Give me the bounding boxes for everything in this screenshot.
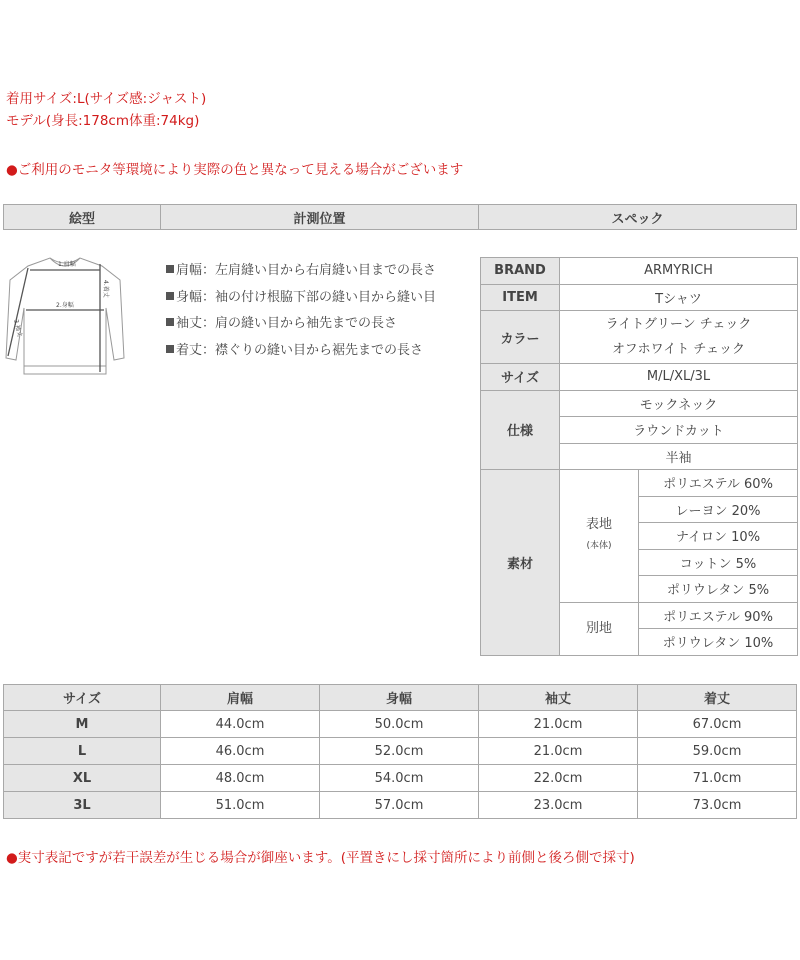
spec-color-label: カラー	[481, 311, 560, 364]
note-sleeve: 袖丈：肩の縫い目から袖先までの長さ	[166, 311, 436, 338]
spec-item-label: ITEM	[481, 284, 560, 311]
measurement-notice: ●実寸表記ですが若干誤差が生じる場合が御座います。(平置きにし採寸箇所により前側と後ろ側で採寸)	[6, 850, 635, 866]
spec-brand-label: BRAND	[481, 258, 560, 285]
spec-material-value: コットン 5%	[639, 549, 798, 576]
size-col-header: サイズ	[4, 685, 161, 711]
spec-shiyou-label: 仕様	[481, 390, 560, 470]
color-option: ライトグリーン チェック	[605, 317, 752, 332]
spec-shiyou-value: 半袖	[560, 443, 798, 470]
size-cell: 67.0cm	[638, 711, 797, 738]
header-illustration: 絵型	[4, 205, 161, 230]
garment-diagram	[2, 250, 128, 382]
size-cell: 44.0cm	[161, 711, 320, 738]
note-body: 身幅：袖の付け根脇下部の縫い目から縫い目	[166, 285, 436, 312]
size-cell: 73.0cm	[638, 792, 797, 819]
size-cell: 3L	[4, 792, 161, 819]
size-cell: 48.0cm	[161, 765, 320, 792]
label-sleeve: 3.袖丈	[12, 318, 24, 338]
size-cell: 46.0cm	[161, 738, 320, 765]
size-table	[3, 684, 797, 819]
spec-row-size	[481, 364, 798, 391]
sleeve-measure-line	[8, 268, 28, 356]
label-shoulder: 1.肩幅	[58, 261, 76, 268]
spec-row-item	[481, 284, 798, 311]
size-cell: 21.0cm	[479, 738, 638, 765]
size-cell: 57.0cm	[320, 792, 479, 819]
size-col-header: 着丈	[638, 685, 797, 711]
size-cell: L	[4, 738, 161, 765]
size-cell: 23.0cm	[479, 792, 638, 819]
spec-omote-label: 表地 (本体)	[560, 470, 639, 603]
table-row	[4, 792, 797, 819]
bullet-square-icon	[166, 318, 174, 326]
table-row	[4, 765, 797, 792]
section-header	[3, 204, 797, 230]
size-cell: 21.0cm	[479, 711, 638, 738]
model-body-stats: モデル(身長:178cm体重:74kg)	[6, 113, 200, 129]
label-length: 4.着丈	[102, 280, 109, 298]
model-info	[6, 88, 206, 132]
spec-table	[480, 257, 798, 656]
size-cell: 51.0cm	[161, 792, 320, 819]
note-length: 着丈：襟ぐりの縫い目から裾先までの長さ	[166, 338, 436, 365]
spec-material-value: ポリウレタン 10%	[639, 629, 798, 656]
size-col-header: 肩幅	[161, 685, 320, 711]
spec-material-value: ナイロン 10%	[639, 523, 798, 550]
spec-row-material	[481, 470, 798, 497]
note-shoulder: 肩幅：左肩縫い目から右肩縫い目までの長さ	[166, 258, 436, 285]
table-row	[4, 711, 797, 738]
size-cell: XL	[4, 765, 161, 792]
garment-outline	[6, 258, 124, 374]
size-cell: 71.0cm	[638, 765, 797, 792]
label-body: 2.身幅	[56, 302, 74, 309]
spec-item-value: Tシャツ	[560, 284, 798, 311]
color-notice: ●ご利用のモニタ等環境により実際の色と異なって見える場合がございます	[6, 162, 464, 178]
spec-row-brand	[481, 258, 798, 285]
bullet-square-icon	[166, 292, 174, 300]
size-cell: M	[4, 711, 161, 738]
bullet-square-icon	[166, 265, 174, 273]
spec-color-value	[560, 311, 798, 364]
color-option: オフホワイト チェック	[612, 342, 745, 357]
model-size-worn: 着用サイズ:L(サイズ感:ジャスト)	[6, 91, 207, 107]
size-cell: 54.0cm	[320, 765, 479, 792]
size-cell: 50.0cm	[320, 711, 479, 738]
table-row	[4, 738, 797, 765]
size-cell: 22.0cm	[479, 765, 638, 792]
spec-size-label: サイズ	[481, 364, 560, 391]
spec-row-color	[481, 311, 798, 364]
header-spec: スペック	[479, 205, 797, 230]
size-cell: 59.0cm	[638, 738, 797, 765]
measurement-notes	[166, 258, 436, 364]
spec-material-value: ポリエステル 60%	[639, 470, 798, 497]
spec-material-value: ポリウレタン 5%	[639, 576, 798, 603]
spec-material-label: 素材	[481, 470, 560, 656]
spec-brand-value: ARMYRICH	[560, 258, 798, 285]
spec-shiyou-value: ラウンドカット	[560, 417, 798, 444]
spec-size-value: M/L/XL/3L	[560, 364, 798, 391]
bullet-square-icon	[166, 345, 174, 353]
spec-row-shiyou	[481, 390, 798, 417]
spec-material-value: ポリエステル 90%	[639, 602, 798, 629]
spec-betsu-label: 別地	[560, 602, 639, 655]
spec-material-value: レーヨン 20%	[639, 496, 798, 523]
size-cell: 52.0cm	[320, 738, 479, 765]
size-col-header: 袖丈	[479, 685, 638, 711]
spec-shiyou-value: モックネック	[560, 390, 798, 417]
size-table-header	[4, 685, 797, 711]
header-measurement: 計測位置	[161, 205, 479, 230]
size-col-header: 身幅	[320, 685, 479, 711]
